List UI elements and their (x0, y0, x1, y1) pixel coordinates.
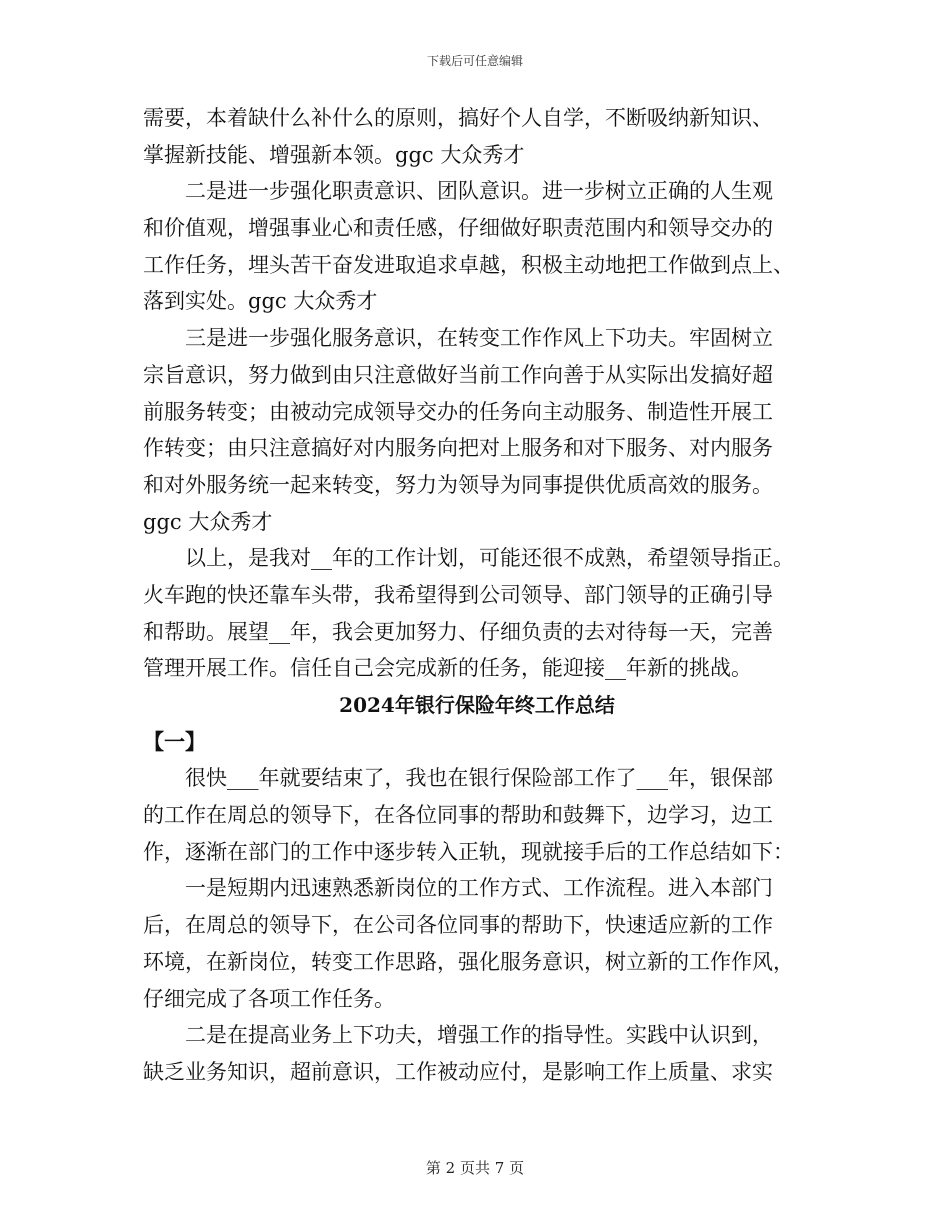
text-line: 的工作在周总的领导下，在各位同事的帮助和鼓舞下，边学习，边工 (143, 803, 773, 828)
text-line: 作转变；由只注意搞好对内服务向把对上服务和对下服务、对内服务 (143, 436, 773, 461)
text-line: 工作任务，埋头苦干奋发进取追求卓越，积极主动地把工作做到点上、 (143, 252, 794, 277)
section-title: 2024年银行保险年终工作总结 (339, 693, 615, 717)
text-line: 二是进一步强化职责意识、团队意识。进一步树立正确的人生观 (185, 179, 773, 204)
text-line: 和价值观，增强事业心和责任感，仔细做好职责范围内和领导交办的 (143, 216, 773, 241)
section-marker: 【一】 (143, 728, 206, 754)
text-line: 落到实处。ggc 大众秀才 (143, 289, 378, 314)
text-line: 环境，在新岗位，转变工作思路，强化服务意识，树立新的工作作风， (143, 949, 794, 974)
text-line: 很快___年就要结束了，我也在银行保险部工作了___年，银保部 (185, 766, 773, 791)
text-line: 和对外服务统一起来转变，努力为领导为同事提供优质高效的服务。 (143, 472, 773, 497)
text-line: 掌握新技能、增强新本领。ggc 大众秀才 (143, 142, 525, 167)
text-line: 需要，本着缺什么补什么的原则，搞好个人自学，不断吸纳新知识、 (143, 106, 773, 130)
text-line: 和帮助。展望__年，我会更加努力、仔细负责的去对待每一天，完善 (143, 619, 773, 644)
text-line: 二是在提高业务上下功夫，增强工作的指导性。实践中认识到， (185, 1023, 773, 1048)
document-body (143, 100, 811, 1091)
text-line: 三是进一步强化服务意识，在转变工作作风上下功夫。牢固树立 (185, 326, 773, 351)
text-line: 缺乏业务知识，超前意识，工作被动应付，是影响工作上质量、求实 (143, 1059, 773, 1084)
text-line: 火车跑的快还靠车头带，我希望得到公司领导、部门领导的正确引导 (143, 582, 773, 607)
text-line: 作，逐渐在部门的工作中逐步转入正轨，现就接手后的工作总结如下： (143, 839, 794, 864)
text-line: 宗旨意识，努力做到由只注意做好当前工作向善于从实际出发搞好超 (143, 362, 773, 387)
text-line: 一是短期内迅速熟悉新岗位的工作方式、工作流程。进入本部门 (185, 876, 773, 901)
text-line: 后，在周总的领导下，在公司各位同事的帮助下，快速适应新的工作 (143, 913, 773, 938)
text-line: 前服务转变；由被动完成领导交办的任务向主动服务、制造性开展工 (143, 399, 773, 424)
page-footer: 第 2 页共 7 页 (425, 1159, 525, 1177)
page-header: 下载后可任意编辑 (426, 54, 523, 68)
text-line: 仔细完成了各项工作任务。 (143, 986, 395, 1011)
text-line: 以上，是我对__年的工作计划，可能还很不成熟，希望领导指正。 (185, 546, 794, 571)
text-line: 管理开展工作。信任自己会完成新的任务，能迎接__年新的挑战。 (143, 656, 752, 681)
text-line: ggc 大众秀才 (143, 509, 273, 534)
